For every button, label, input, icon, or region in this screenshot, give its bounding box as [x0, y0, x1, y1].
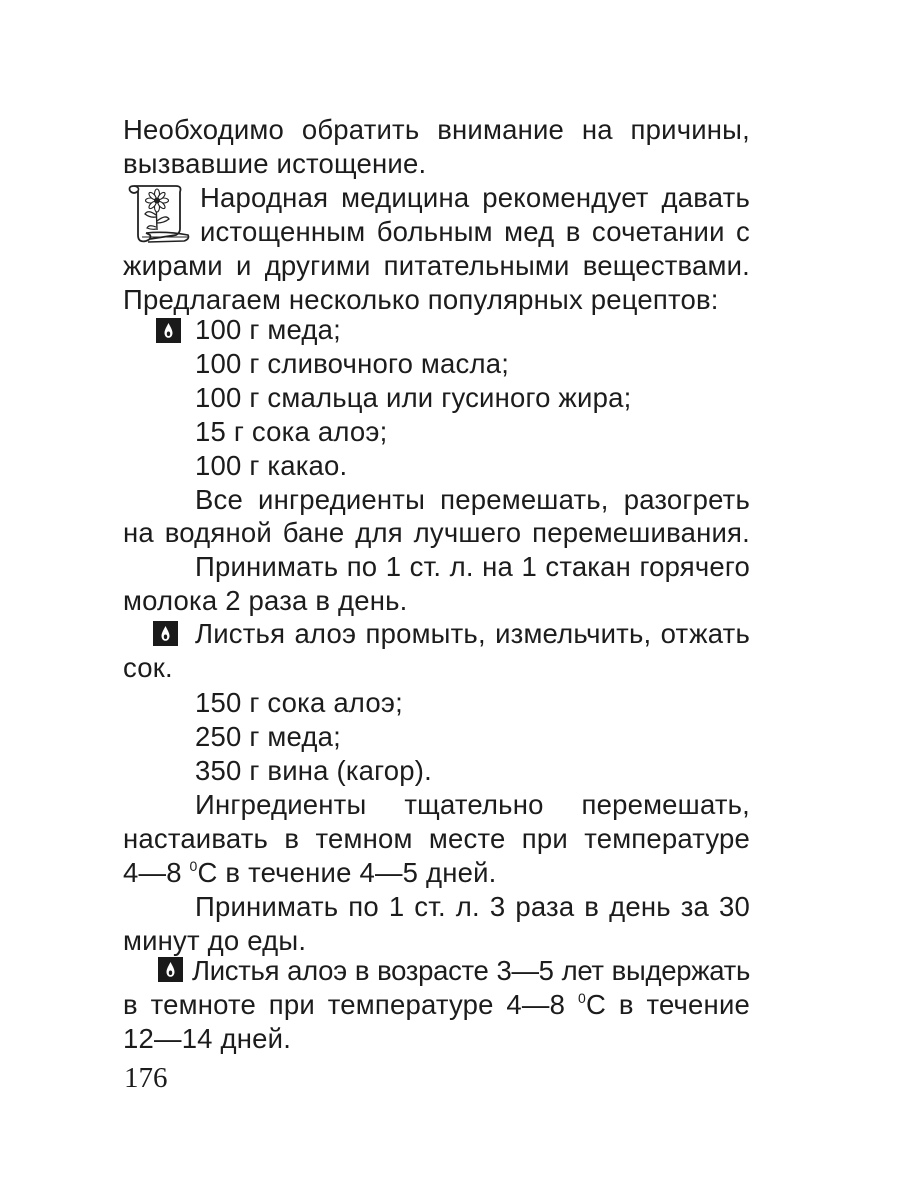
text-line: 250 г меда; [195, 721, 341, 752]
text-line: молока 2 раза в день. [123, 585, 408, 616]
scroll-flower-icon [126, 183, 192, 246]
text-line: Принимать по 1 ст. л. 3 раза в день за 30 [195, 891, 750, 922]
page-number: 176 [124, 1062, 168, 1094]
text-fragment: С в течение 4—5 дней. [197, 857, 497, 888]
text-line: истощенным больным мед в сочетании с [200, 216, 750, 247]
text-line: 150 г сока алоэ; [195, 687, 403, 718]
text-fragment: 4—8 [123, 857, 190, 888]
text-line: Листья алоэ в возрасте 3—5 лет выдержать [192, 955, 750, 986]
text-line: Ингредиенты тщательно перемешать, [195, 789, 750, 820]
drop-icon [153, 621, 178, 646]
text-fragment: в темноте при температуре 4—8 [123, 989, 578, 1020]
text-line: 100 г меда; [195, 314, 341, 345]
text-line: 100 г смальца или гусиного жира; [195, 382, 632, 413]
text-line [123, 988, 750, 1022]
text-fragment: С в течение [585, 989, 750, 1020]
text-line: 12—14 дней. [123, 1023, 292, 1054]
degree-mark: 0 [189, 858, 198, 874]
text-line: на водяной бане для лучшего перемешивания. [123, 517, 750, 548]
text-line: Листья алоэ промыть, измельчить, отжать [195, 618, 750, 649]
text-line: 100 г сливочного масла; [195, 348, 510, 379]
text-line: Народная медицина рекомендует давать [200, 182, 750, 213]
drop-icon [156, 318, 181, 343]
text-line: минут до еды. [123, 925, 307, 956]
text-line: вызвавшие истощение. [123, 148, 427, 179]
text-line [123, 856, 497, 890]
text-line: Все ингредиенты перемешать, разогреть [195, 484, 750, 515]
text-line: настаивать в темном месте при температуре [123, 823, 750, 854]
text-line: жирами и другими питательными веществами. [123, 250, 750, 281]
text-line: 100 г какао. [195, 450, 348, 481]
text-line: Предлагаем несколько популярных рецептов: [123, 284, 719, 315]
text-line: 350 г вина (кагор). [195, 755, 432, 786]
text-line: Необходимо обратить внимание на причины, [123, 114, 750, 145]
text-line: сок. [123, 652, 173, 683]
text-line: 15 г сока алоэ; [195, 416, 388, 447]
degree-mark: 0 [577, 990, 586, 1006]
drop-icon [158, 957, 183, 982]
text-line: Принимать по 1 ст. л. на 1 стакан горячего [195, 551, 750, 582]
